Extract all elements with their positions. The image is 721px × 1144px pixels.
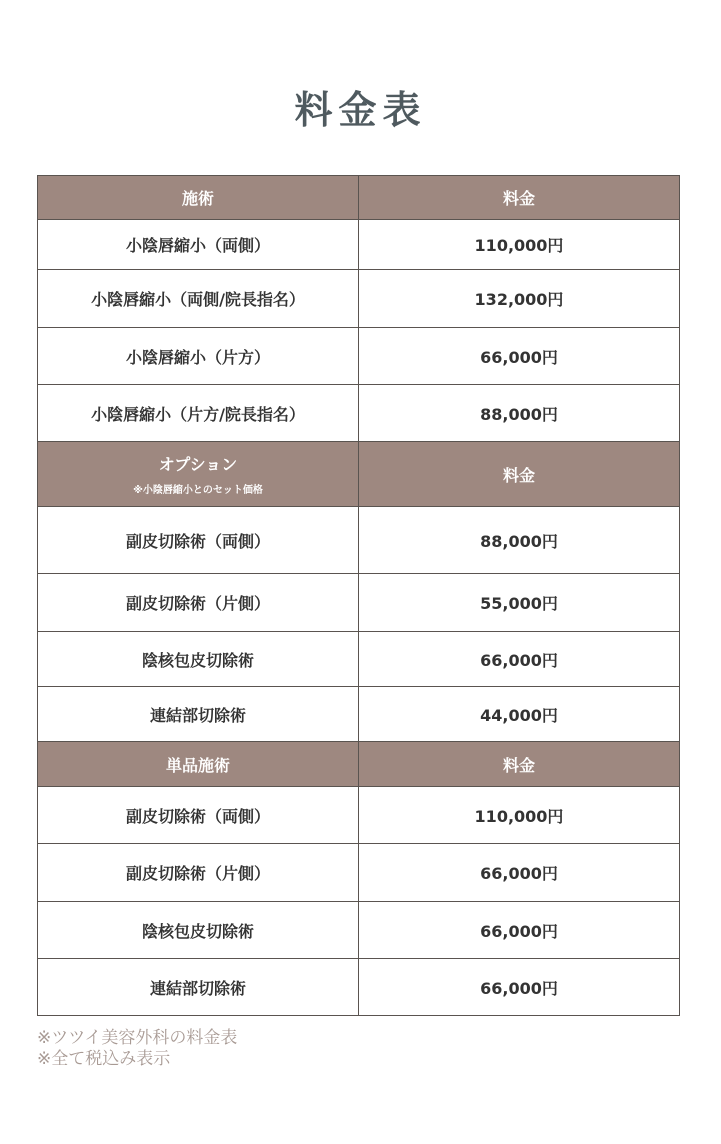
option-note: ※小陰唇縮小とのセット価格 [133, 485, 263, 496]
section-header-treatment: 施術 [38, 176, 359, 220]
treatment-name: 連結部切除術 [38, 687, 359, 742]
section-header-price: 料金 [359, 176, 680, 220]
table-row [38, 507, 680, 574]
section-header-option: オプション ※小陰唇縮小とのセット価格 [38, 442, 359, 507]
treatment-price: 66,000円 [359, 632, 680, 687]
section-header-row [38, 176, 680, 220]
table-row [38, 902, 680, 959]
section-header-row [38, 742, 680, 787]
treatment-price: 132,000円 [359, 270, 680, 328]
footnotes [37, 1028, 237, 1070]
treatment-price: 110,000円 [359, 787, 680, 844]
treatment-name: 陰核包皮切除術 [38, 902, 359, 959]
section-header-row [38, 442, 680, 507]
treatment-price: 88,000円 [359, 385, 680, 442]
table-row [38, 844, 680, 902]
price-table [37, 175, 680, 1016]
treatment-name: 陰核包皮切除術 [38, 632, 359, 687]
treatment-name: 連結部切除術 [38, 959, 359, 1016]
treatment-name: 小陰唇縮小（片方） [38, 328, 359, 385]
table-row [38, 959, 680, 1016]
table-row [38, 632, 680, 687]
table-row [38, 328, 680, 385]
section-header-price: 料金 [359, 742, 680, 787]
treatment-price: 44,000円 [359, 687, 680, 742]
treatment-name: 副皮切除術（両側） [38, 507, 359, 574]
footnote-tax: ※全て税込み表示 [37, 1049, 171, 1069]
treatment-name: 副皮切除術（両側） [38, 787, 359, 844]
treatment-price: 88,000円 [359, 507, 680, 574]
page-title: 料金表 [294, 88, 427, 132]
treatment-name: 小陰唇縮小（両側/院長指名） [38, 270, 359, 328]
treatment-price: 55,000円 [359, 574, 680, 632]
section-header-single: 単品施術 [38, 742, 359, 787]
footnote-source: ※ツツイ美容外科の料金表 [37, 1028, 238, 1048]
treatment-price: 110,000円 [359, 220, 680, 270]
table-row [38, 270, 680, 328]
treatment-name: 小陰唇縮小（両側） [38, 220, 359, 270]
table-row [38, 220, 680, 270]
treatment-price: 66,000円 [359, 902, 680, 959]
table-row [38, 687, 680, 742]
treatment-price: 66,000円 [359, 844, 680, 902]
treatment-price: 66,000円 [359, 328, 680, 385]
section-header-price: 料金 [359, 442, 680, 507]
table-row [38, 787, 680, 844]
table-row [38, 574, 680, 632]
treatment-price: 66,000円 [359, 959, 680, 1016]
treatment-name: 副皮切除術（片側） [38, 844, 359, 902]
table-row [38, 385, 680, 442]
treatment-name: 副皮切除術（片側） [38, 574, 359, 632]
treatment-name: 小陰唇縮小（片方/院長指名） [38, 385, 359, 442]
